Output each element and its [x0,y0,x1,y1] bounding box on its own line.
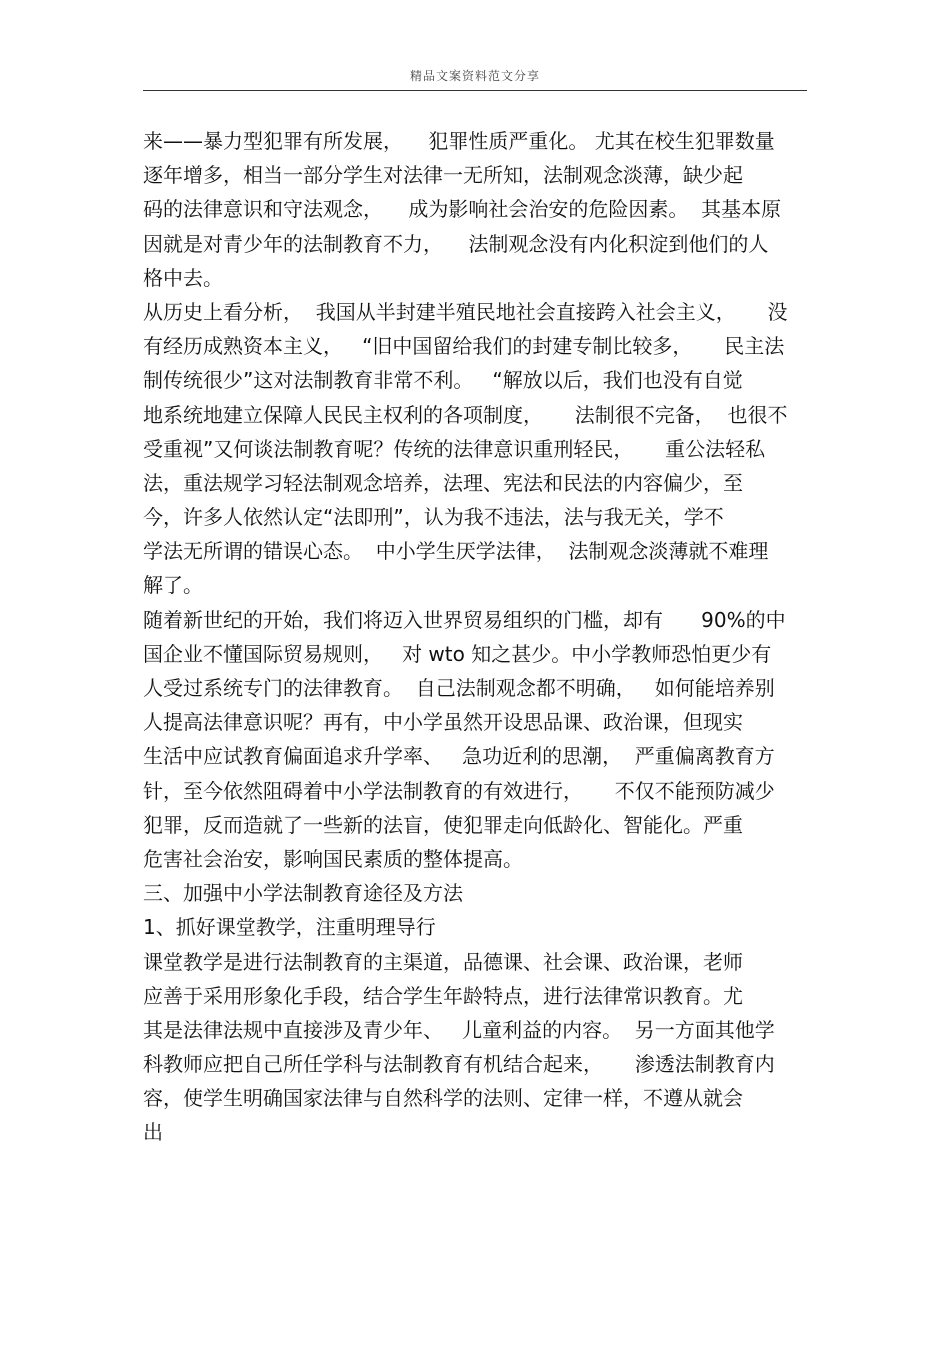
text-line: 法，重法规学习轻法制观念培养，法理、宪法和民法的内容偏少，至 [143,470,743,495]
text-line: 学法无所谓的错误心态。 中小学生厌学法律， 法制观念淡薄就不难理 [143,539,769,564]
header-divider [143,90,807,91]
text-line: 受重视”又何谈法制教育呢？传统的法律意识重刑轻民， 重公法轻私 [143,436,766,461]
text-line: 逐年增多，相当一部分学生对法律一无所知，法制观念淡薄，缺少起 [143,163,743,188]
page-header-title: 精品文案资料范文分享 [409,69,540,83]
text-line: 科教师应把自己所任学科与法制教育有机结合起来， 渗透法制教育内 [143,1052,775,1077]
text-line: 格中去。 [143,265,223,290]
text-line: 犯罪，反而造就了一些新的法盲，使犯罪走向低龄化、智能化。严重 [143,812,743,837]
text-line: 今，许多人依然认定“法即刑”，认为我不违法，法与我无关，学不 [143,505,724,530]
text-line: 来——暴力型犯罪有所发展， 犯罪性质严重化。 尤其在校生犯罪数量 [143,129,775,153]
section-heading: 三、加强中小学法制教育途径及方法 [143,881,463,906]
text-line: 针，至今依然阻碍着中小学法制教育的有效进行， 不仅不能预防减少 [143,778,775,803]
document-body [143,124,823,1150]
subsection-heading: 1、抓好课堂教学，注重明理导行 [143,915,436,940]
text-line: 生活中应试教育偏面追求升学率、 急功近利的思潮， 严重偏离教育方 [143,744,775,769]
text-line: 其是法律法规中直接涉及青少年、 儿童利益的内容。 另一方面其他学 [143,1017,775,1042]
text-line: 容，使学生明确国家法律与自然科学的法则、定律一样，不遵从就会 [143,1086,743,1111]
text-line: 码的法律意识和守法观念， 成为影响社会治安的危险因素。 其基本原 [143,197,782,222]
text-line: 危害社会治安，影响国民素质的整体提高。 [143,846,523,871]
text-line: 课堂教学是进行法制教育的主渠道，品德课、社会课、政治课，老师 [143,949,743,974]
text-line: 解了。 [143,573,203,598]
text-line: 地系统地建立保障人民民主权利的各项制度， 法制很不完备， 也很不 [143,402,788,427]
text-line: 从历史上看分析， 我国从半封建半殖民地社会直接跨入社会主义， 没 [143,299,788,324]
text-line: 人提高法律意识呢？再有，中小学虽然开设思品课、政治课，但现实 [143,710,743,735]
text-line: 人受过系统专门的法律教育。 自己法制观念都不明确， 如何能培养别 [143,676,775,700]
text-line: 国企业不懂国际贸易规则， 对 wto 知之甚少。中小学教师恐怕更少有 [143,641,772,666]
text-line: 因就是对青少年的法制教育不力， 法制观念没有内化积淀到他们的人 [143,231,769,256]
text-line: 制传统很少”这对法制教育非常不利。 “解放以后，我们也没有自觉 [143,368,743,393]
text-line: 出 [143,1120,163,1145]
text-line: 随着新世纪的开始，我们将迈入世界贸易组织的门槛，却有 90%的中 [143,607,786,632]
text-line: 有经历成熟资本主义， “旧中国留给我们的封建专制比较多， 民主法 [143,334,785,359]
text-line: 应善于采用形象化手段，结合学生年龄特点，进行法律常识教育。尤 [143,983,743,1008]
